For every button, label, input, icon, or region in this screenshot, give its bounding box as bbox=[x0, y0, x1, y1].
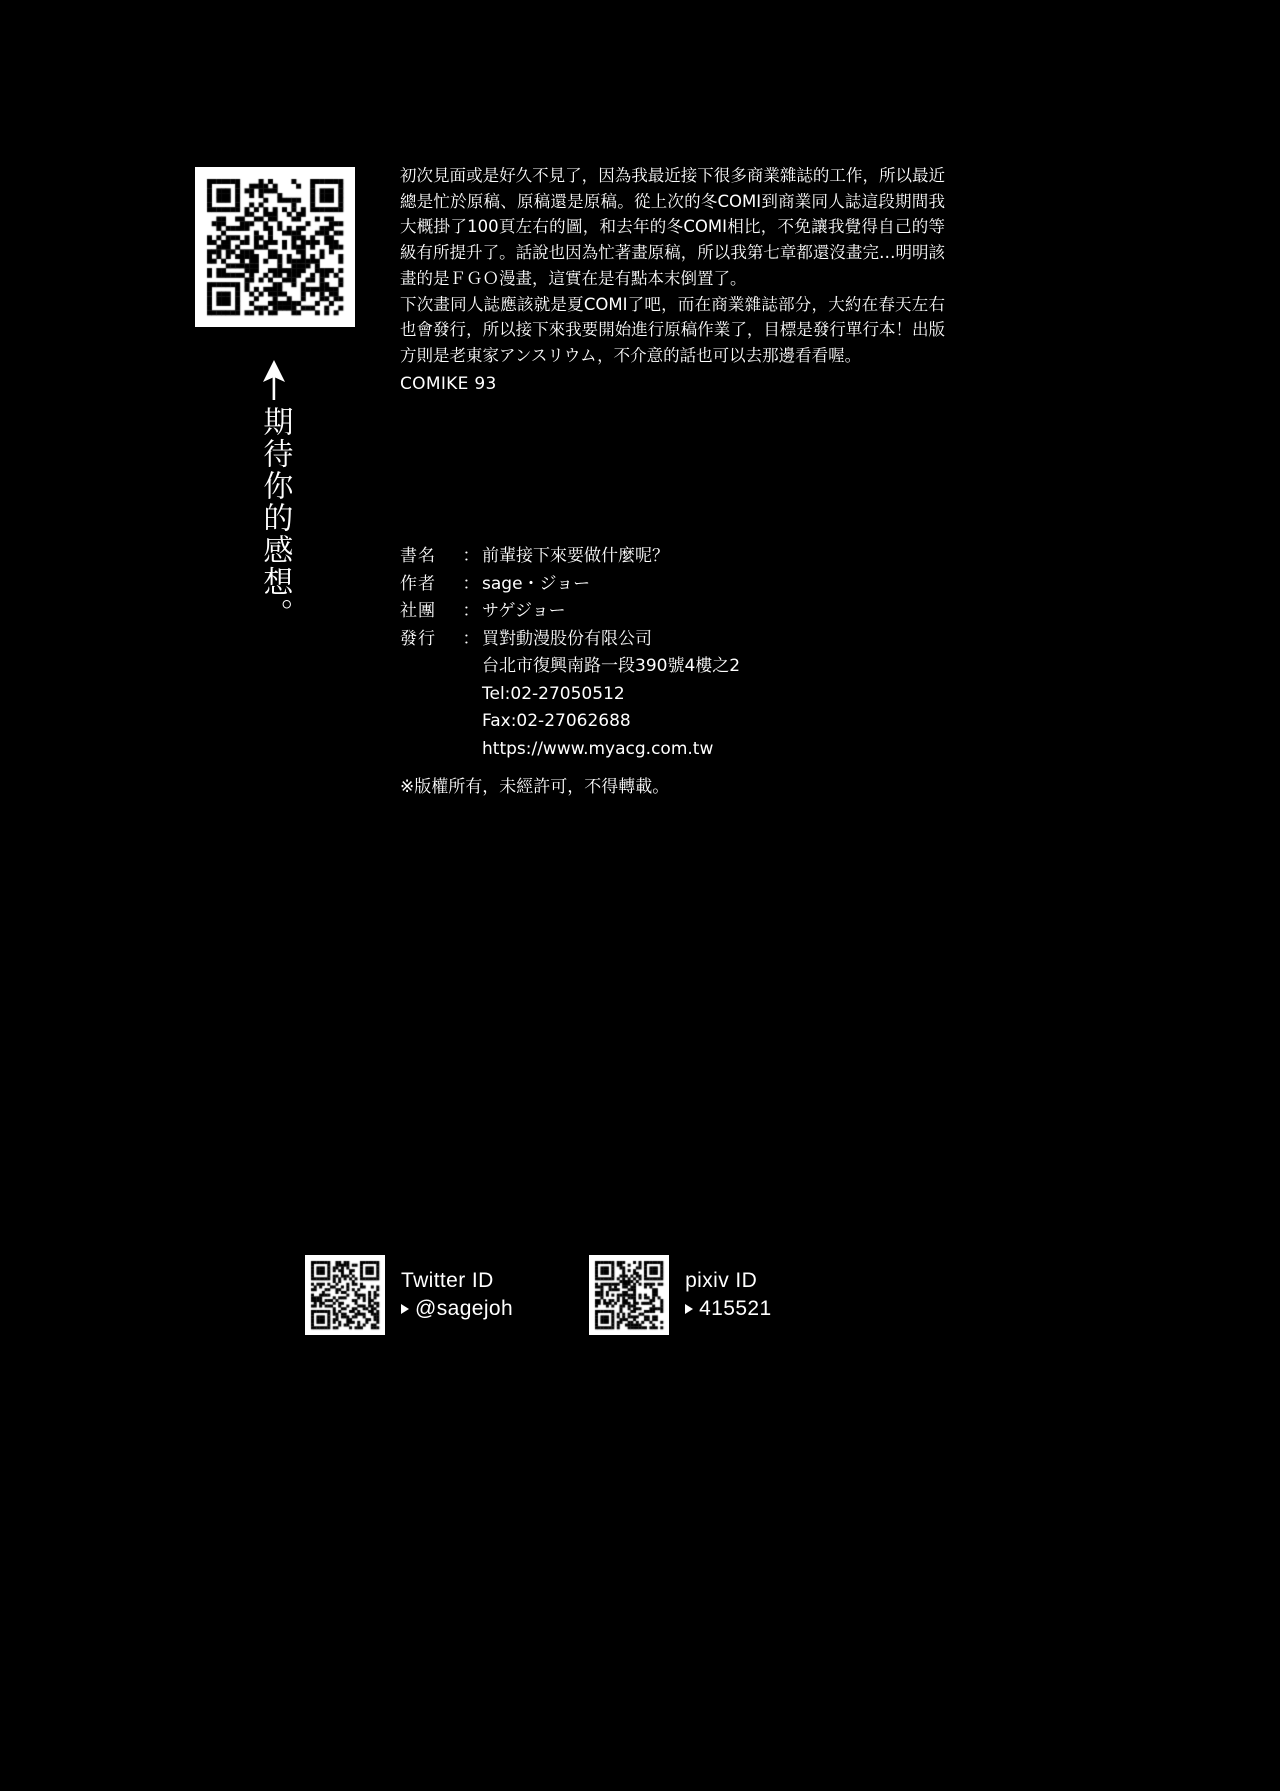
colophon-row bbox=[400, 543, 740, 571]
pixiv-qr-icon[interactable] bbox=[589, 1255, 669, 1335]
social-twitter[interactable] bbox=[305, 1255, 513, 1335]
twitter-label: Twitter ID bbox=[401, 1268, 494, 1292]
twitter-handle bbox=[401, 1295, 513, 1323]
colophon-row bbox=[400, 598, 740, 626]
pixiv-label: pixiv ID bbox=[685, 1268, 758, 1292]
publisher-tel: Tel:02-27050512 bbox=[482, 683, 625, 704]
twitter-handle-text: @sagejoh bbox=[415, 1297, 514, 1320]
triangle-bullet-icon bbox=[685, 1304, 693, 1314]
colophon-colon: ： bbox=[462, 601, 480, 622]
twitter-text bbox=[401, 1267, 513, 1324]
pixiv-handle-text: 415521 bbox=[699, 1297, 772, 1320]
twitter-qr-icon[interactable] bbox=[305, 1255, 385, 1335]
colophon-label: 書名 bbox=[400, 546, 436, 566]
colophon-value-title: 前輩接下來要做什麼呢？ bbox=[482, 546, 669, 566]
colophon-label: 發行 bbox=[400, 628, 436, 649]
feedback-caption-text: 期待你的感想。 bbox=[257, 406, 293, 630]
colophon-colon: ： bbox=[462, 546, 480, 566]
colophon-value-circle: サゲジョー bbox=[482, 601, 566, 622]
afterword-paragraph-2: 下次畫同人誌應該就是夏COMI了吧，而在商業雜誌部分，大約在春天左右也會發行，所以接下來我要開始進行原稿作業了，目標是發行單行本！出版方則是老東家アンスリウム，不介意的話也可以去那邊看看喔。 bbox=[400, 294, 945, 366]
publisher-address: 台北市復興南路一段390號4樓之2 bbox=[482, 656, 741, 677]
publisher-fax: Fax:02-27062688 bbox=[482, 711, 631, 732]
copyright-notice: ※版權所有，未經許可，不得轉載。 bbox=[400, 777, 670, 797]
colophon-label: 社團 bbox=[400, 601, 436, 622]
afterword-paragraph-1: 初次見面或是好久不見了，因為我最近接下很多商業雜誌的工作，所以最近總是忙於原稿、原稿還是原稿。從上次的冬COMI到商業同人誌這段期間我大概掛了100頁左右的圖，和去年的冬COMI相比，不免讓我覺得自己的等級有所提升了。話說也因為忙著畫原稿，所以我第七章都還沒畫完…明明該畫的是ＦＧＯ漫畫，這實在是有點本末倒置了。 bbox=[400, 166, 945, 288]
afterword-block bbox=[400, 163, 945, 397]
social-links bbox=[305, 1255, 772, 1335]
colophon-value-publisher: 買對動漫股份有限公司 bbox=[482, 628, 652, 649]
triangle-bullet-icon bbox=[401, 1304, 409, 1314]
publisher-website[interactable]: https://www.myacg.com.tw bbox=[482, 738, 714, 759]
afterword-event-label: COMIKE 93 bbox=[400, 373, 497, 394]
colophon-label: 作者 bbox=[400, 573, 436, 594]
colophon-row bbox=[400, 626, 740, 654]
pixiv-handle bbox=[685, 1295, 771, 1323]
colophon-colon: ： bbox=[462, 573, 480, 594]
colophon-block bbox=[400, 543, 740, 763]
colophon-value-author: sage・ジョー bbox=[482, 573, 591, 594]
colophon-row bbox=[400, 571, 740, 599]
pixiv-text bbox=[685, 1267, 771, 1324]
up-arrow-icon bbox=[260, 360, 288, 400]
feedback-caption bbox=[238, 360, 310, 630]
feedback-qr-code[interactable] bbox=[195, 167, 355, 327]
colophon-colon: ： bbox=[462, 628, 480, 649]
social-pixiv[interactable] bbox=[589, 1255, 771, 1335]
feedback-qr-image bbox=[195, 167, 355, 327]
